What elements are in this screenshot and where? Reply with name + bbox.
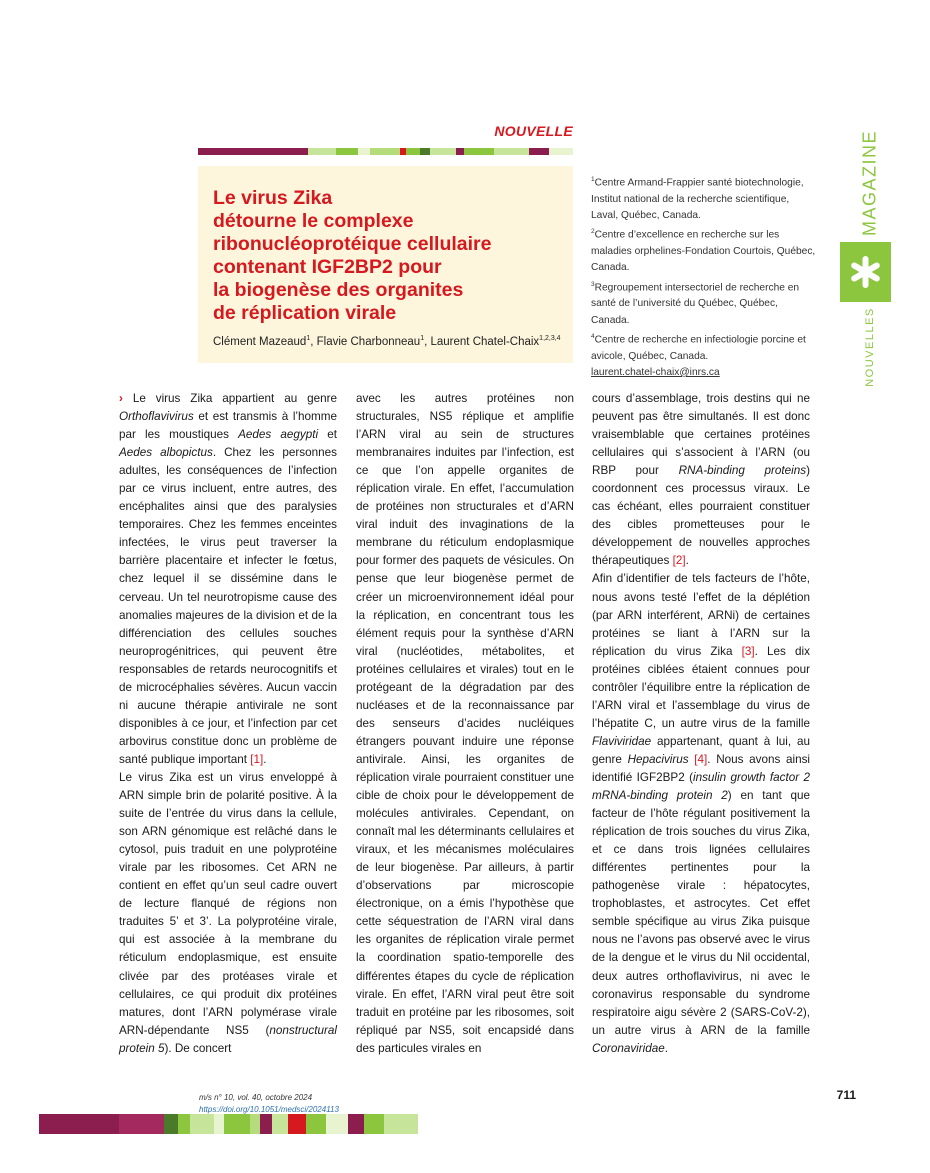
text-run: Afin d’identifier de tels facteurs de l’hôte, nous avons testé l’effet de la déplétion (par ARN interférent, ARNi) de certaines protéines se liant à l’ARN sur la réplication du virus Zika [592,572,810,658]
author-affiliation-mark: 1 [306,335,311,342]
paragraph [356,390,574,1058]
section-label: NOUVELLE [494,123,573,139]
text-run: ) coordonnent ces processus viraux. Le cas échéant, elles pourraient constituer des cibles prometteuses pour le développement de nouvelles approches thérapeutiques [592,464,810,568]
asterisk-icon [840,242,891,302]
text-run: Coronaviridae [592,1041,665,1055]
paragraph [592,570,810,1057]
title-line: ribonucléoprotéique cellulaire [213,233,492,255]
author-name: Clément Mazeaud [213,335,307,348]
doi-link[interactable]: https://doi.org/10.1051/medsci/2024113 [199,1105,339,1114]
page-number: 711 [836,1088,856,1102]
text-run: insulin growth factor 2 mRNA-binding protein 2 [592,770,810,803]
text-run: et est transmis à l’homme par les moustiques [119,410,337,442]
text-run: . Chez les personnes adultes, les conséquences de l’infection par ce virus incluent, entre autres, des encéphalites ainsi que des paralysies temporaires. Chez les femmes enceintes infectées, le virus peut traverser la barrière placentaire et infecter le fœtus, chez lequel il se dissémine dans le cerveau. Un tel neurotropisme cause des anomalies majeures de la division et de la différenciation des cellules souches neuroprogénitrices, qui peuvent être responsables de retards neurocognitifs et de microcéphalies sévères. Aucun vaccin ni aucune thérapie antivirale ne sont disponibles à ce jour, et l’infection par cet arbovirus constitue donc un problème de santé publique important [119,446,337,766]
body-column-2 [356,390,574,1058]
bottom-color-stripe [39,1114,419,1134]
title-line: de réplication virale [213,302,397,324]
text-run: Le virus Zika est un virus enveloppé à ARN simple brin de polarité positive. À la suite de l’entrée du virus dans la cellule, son ARN génomique est relâché dans le cytosol, puis traduit en une polyprotéine virale par les ribosomes. Cet ARN ne contient en effet qu’un seul cadre ouvert de lecture flanqué de régions non traduites 5’ et 3’. La polyprotéine virale, qui est associée à la membrane du réticulum endoplasmique, est ensuite clivée par des protéases virale et cellulaires, ce qui produit dix protéines matures, dont l’ARN polymérase virale ARN-dépendante NS5 ( [119,770,337,1037]
text-run: Le virus Zika appartient au genre [132,392,337,405]
paragraph [119,390,337,769]
affiliation-item: $^2$Centre d’excellence en recherche sur les maladies orphelines-Fondation Courtois, Québec, Canada. [591,228,816,274]
title-line: la biogenèse des organites [213,279,464,301]
chevron-right-icon: › [119,392,133,405]
text-run: Flaviviridae [592,734,652,748]
text-run: appartenant, quant à lui, au genre [592,734,810,766]
text-run: Hepacivirus [627,752,689,766]
text-run: . [685,554,689,568]
text-run: et [318,428,338,442]
affiliation-item: $^1$Centre Armand-Frappier santé biotechnologie, Institut national de la recherche scientifique, Laval, Québec, Canada. [591,176,804,221]
author-list: Clément Mazeaud$^1$, Flavie Charbonneau$^1$, Laurent Chatel-Chaix$^{1,2,3,4}$ [213,335,561,348]
title-line: contenant IGF2BP2 pour [213,256,442,278]
text-run: Orthoflavivirus [119,410,194,424]
text-run: Aedes albopictus [119,446,213,460]
text-run: RNA-binding proteins [678,464,807,478]
body-column-3 [592,390,810,1058]
title-line: Le virus Zika [213,187,333,209]
affiliation-item: $^3$Regroupement intersectoriel de recherche en santé de l’université du Québec, Québec, Canada. [591,280,800,326]
journal-citation: m/s n° 10, vol. 40, octobre 2024 [199,1093,313,1102]
author-affiliation-mark: 1,2,3,4 [539,335,561,342]
title-line: détourne le complexe [213,210,414,232]
nouvelles-side-label: NOUVELLES [864,307,876,387]
article-title [213,187,568,325]
text-run: ). De concert [164,1041,232,1055]
author-name: Laurent Chatel-Chaix [430,335,540,348]
top-color-stripe [198,148,573,155]
text-run: . Nous avons ainsi identifié IGF2BP2 ( [592,752,811,784]
text-run: . [263,752,267,766]
body-column-1 [119,390,337,1058]
text-run: avec les autres protéines non structurales, NS5 réplique et amplifie l’ARN viral au sein de structures membranaires induites par l’infection, est ce que l’on appelle organites de réplication virale. En effet, l’accumulation de protéines non structurales et d’ARN viral induit des invaginations de la membrane du réticulum endoplasmique pour former des paquets de vésicules. On pense que leur biogenèse permet de créer un microenvironnement idéal pour la réplication, en concentrant tous les élément requis pour la synthèse d’ARN viral (nucléotides, métabolites, et protéines cellulaires et virales) tout en le protégeant de la dégradation par des nucléases et de la reconnaissance par des senseurs d’acides nucléiques étrangers pouvant induire une réponse antivirale. Ainsi, les organites de réplication virale pourraient constituer une cible de choix pour le développement de molécules antivirales. Cependant, on connaît mal les déterminants cellulaires et viraux, et les mécanismes moléculaires de leur biogenèse. Par ailleurs, à partir d’observations par microscopie électronique, on a émis l’hypothèse que cette séquestration de l’ARN viral dans les organites de réplication virale permet la coordination spatio-temporelle des différentes étapes du cycle de réplication virale. En effet, l’ARN viral peut être soit traduit en protéine par les ribosomes, soit répliqué par NS5, soit encapsidé dans des particules virales en [356,392,574,1055]
text-run: . [664,1041,669,1055]
text-run: Aedes aegypti [238,428,319,442]
magazine-side-label: MAGAZINE [859,129,880,237]
text-run: . Les dix protéines ciblées étaient connues pour contrôler l’équilibre entre la réplication de l’ARN viral et l’assemblage du virus de l’hépatite C, un autre virus de la famille [592,644,810,730]
text-run: cours d’assemblage, trois destins qui ne peuvent pas être simultanés. Il est donc vraisemblable que certaines protéines cellulaires qui s’associent à l’ARN (ou RBP pour [592,392,810,478]
reference-link[interactable]: [1] [250,752,264,766]
text-run: ) en tant que facteur de l’hôte régulant positivement la réplication de trois souches du virus Zika, et ce dans trois lignées cellulaires différentes pertinentes pour la pathogenèse virale : hépatocytes, trophoblastes, et astrocytes. Cet effet semble spécifique au virus Zika puisque nous ne l’avons pas observé avec le virus de la dengue et le virus du Nil occidental, deux autres orthoflavivirus, ni avec le coronavirus responsable du syndrome respiratoire aigu sévère 2 (SARS-CoV-2), un autre virus à ARN de la famille [592,789,810,1037]
author-affiliation-mark: 1 [420,335,425,342]
paragraph [592,390,810,570]
affiliations [591,172,816,381]
reference-link[interactable]: [3] [741,644,755,658]
text-run: nonstructural protein 5 [119,1023,337,1055]
reference-link[interactable]: [2] [672,554,686,568]
affiliation-item: $^4$Centre de recherche en infectiologie porcine et avicole, Québec, Canada. [591,332,806,362]
author-name: Flavie Charbonneau [316,335,421,348]
reference-link[interactable]: [4] [694,752,708,766]
paragraph [119,769,337,1058]
email-link[interactable]: laurent.chatel-chaix@inrs.ca [591,366,720,378]
